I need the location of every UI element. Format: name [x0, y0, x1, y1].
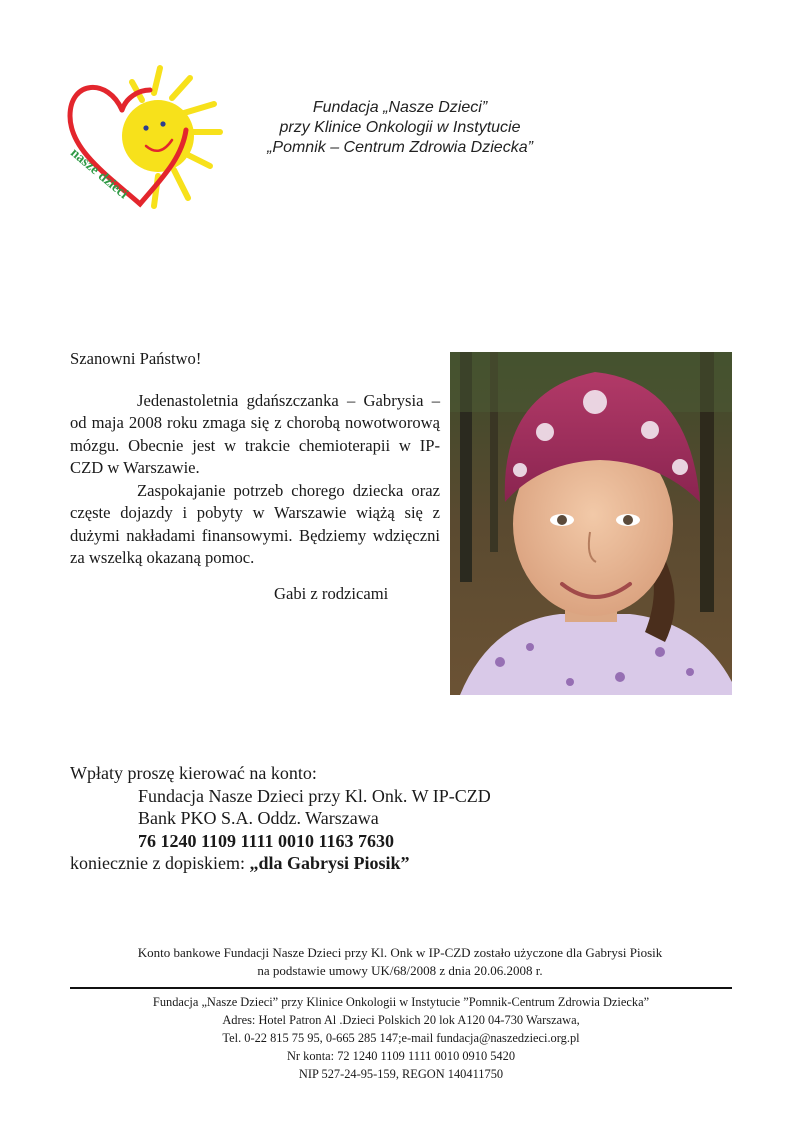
- footer: [70, 993, 732, 1083]
- loan-note-line-2: na podstawie umowy UK/68/2008 z dnia 20.06.2008 r.: [257, 963, 543, 978]
- svg-text:nasze dzieci: [67, 146, 130, 203]
- footer-line-1: Fundacja „Nasze Dzieci” przy Klinice Onkologii w Instytucie ”Pomnik-Centrum Zdrowia Dziecka”: [152, 995, 650, 1009]
- account-loan-note: [70, 944, 730, 980]
- payment-note: [70, 852, 710, 875]
- header-line-3: „Pomnik – Centrum Zdrowia Dziecka”: [267, 139, 533, 156]
- girl-portrait-photo: [450, 352, 732, 695]
- payment-instructions: [70, 762, 710, 875]
- payment-note-title: „dla Gabrysi Piosik”: [249, 853, 410, 873]
- footer-address: Adres: Hotel Patron Al .Dzieci Polskich 20 lok A120 04-730 Warszawa,: [222, 1013, 580, 1027]
- payment-note-prefix: koniecznie z dopiskiem:: [70, 853, 250, 873]
- foundation-logo: [62, 58, 242, 218]
- header-line-2: przy Klinice Onkologii w Instytucie: [279, 119, 521, 136]
- payment-account-number: 76 1240 1109 1111 0010 1163 7630: [138, 830, 395, 851]
- letter-greeting: Szanowni Państwo!: [70, 349, 202, 368]
- payment-recipient: Fundacja Nasze Dzieci przy Kl. Onk. W IP-CZD: [138, 785, 491, 806]
- payment-bank: Bank PKO S.A. Oddz. Warszawa: [138, 808, 379, 828]
- organization-header: [260, 98, 540, 158]
- child-photo: [450, 352, 732, 695]
- footer-divider: [70, 987, 732, 989]
- letter-paragraph-2: Zaspokajanie potrzeb chorego dziecka oraz częste dojazdy i pobyty w Warszawie wiążą się z dużymi nakładami finansowymi. Będziemy wdzięczni za wszelką okazaną pomoc.: [70, 480, 440, 567]
- letter-paragraph-1: Jedenastoletnia gdańszczanka – Gabrysia – od maja 2008 roku zmaga się z chorobą nowotworową mózgu. Obecnie jest w trakcie chemioterapii w IP-CZD w Warszawie.: [70, 390, 440, 477]
- header-line-1: Fundacja „Nasze Dzieci”: [312, 99, 488, 116]
- footer-tax-ids: NIP 527-24-95-159, REGON 140411750: [298, 1067, 504, 1081]
- logo-text: nasze dzieci: [67, 145, 131, 203]
- heart-sun-logo-icon: [62, 58, 242, 218]
- letter-signature: Gabi z rodzicami: [274, 583, 389, 603]
- payment-intro: Wpłaty proszę kierować na konto:: [70, 763, 317, 783]
- appeal-letter: [70, 348, 440, 605]
- footer-contact: Tel. 0-22 815 75 95, 0-665 285 147;e-mail fundacja@naszedzieci.org.pl: [222, 1031, 580, 1045]
- loan-note-line-1: Konto bankowe Fundacji Nasze Dzieci przy Kl. Onk w IP-CZD zostało użyczone dla Gabrysi Piosik: [137, 945, 663, 960]
- footer-account: Nr konta: 72 1240 1109 1111 0010 0910 5420: [286, 1049, 516, 1063]
